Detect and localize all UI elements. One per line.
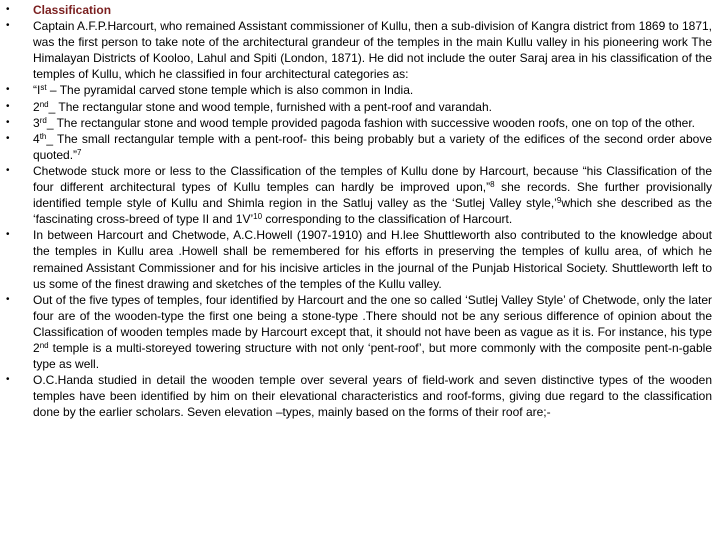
paragraph-text: 4 — [33, 131, 40, 146]
paragraph-text: Captain A.F.P.Harcourt, who remained Assistant commissioner of Kullu, then a sub-division of Kangra district from 1869 to 1871, was the first person to take note of the architectural grandeur of the temples in the main Kullu valley in his pioneering work The Himalayan Districts of Kooloo, Lahul and Spiti (London, 1871). He did not include the outer Saraj area in his classification of the temples of Kullu, which he classified in four architectural categories as: — [33, 19, 712, 82]
bullet-icon: • — [6, 132, 10, 144]
bullet-icon: • — [6, 374, 10, 386]
bullet-icon: • — [6, 229, 10, 241]
footnote-marker: 10 — [253, 212, 263, 222]
bullet-icon: • — [6, 116, 10, 128]
paragraph-text: 2 — [33, 99, 40, 114]
bullet-icon: • — [6, 84, 10, 96]
bullet-icon: • — [6, 4, 10, 15]
paragraph-text: _ The rectangular stone and wood temple provided pagoda fashion with successive wooden roofs, one on top of the other. — [46, 115, 696, 130]
paragraph-text: Chetwode stuck more or less to the Classification of the temples of Kullu done by Harcourt, because “his Classification of the four different architectural types of Kullu temples can hardly be improved upon,” — [33, 163, 712, 195]
list-item — [6, 292, 712, 372]
list-item — [6, 227, 712, 291]
paragraph-text: _ The rectangular stone and wood temple, furnished with a pent-roof and varandah. — [48, 99, 492, 114]
paragraph-text: – The pyramidal carved stone temple which is also common in India. — [46, 83, 414, 98]
list-item — [6, 18, 712, 82]
ordinal-superscript: st — [40, 83, 47, 93]
bullet-icon: • — [6, 20, 10, 32]
list-item-heading — [6, 2, 712, 18]
paragraph-text: 3 — [33, 115, 40, 130]
bullet-icon: • — [6, 164, 10, 176]
ordinal-superscript: nd — [39, 99, 49, 109]
paragraph-text: temple is a multi-storeyed towering structure with not only ‘pent-roof’, but more commonly with the composite pent-n-gable type as well. — [33, 340, 712, 372]
list-item — [6, 82, 712, 98]
footnote-marker: 9 — [556, 196, 562, 206]
bullet-icon: • — [6, 100, 10, 112]
list-item — [6, 163, 712, 227]
paragraph-text: In between Harcourt and Chetwode, A.C.Howell (1907-1910) and H.lee Shuttleworth also contributed to the knowledge about the temples in Kullu area .Howell shall be remembered for his efforts in preserving the temples of kullu area, of which he remained Assistant Commissioner and for his incisive articles in the journal of the Punjab Historical Society. Shuttleworth left to us some of the finest drawing and sketches of the temples of the Kullu valley. — [33, 228, 712, 291]
paragraph-text: Out of the five types of temples, four identified by Harcourt and the one so called ‘Sutlej Valley Style’ of Chetwode, only the later four are of the wooden-type the first one being a stone-type .There should not be any serious difference of opinion about the Classification of wooden temples made by Harcourt except that, it should not have been as vague as it is. For instance, his type 2 — [33, 292, 712, 355]
ordinal-superscript: nd — [39, 340, 49, 350]
paragraph-text: O.C.Handa studied in detail the wooden temple over several years of field-work and seven distinctive types of the wooden temples have been identified by him on their elevational characteristics and roof-forms, giving due regard to the classification done by the earlier scholars. Seven elevation –types, mainly based on the forms of their roof are;- — [33, 373, 712, 420]
list-item — [6, 131, 712, 163]
paragraph-text: _ The small rectangular temple with a pent-roof- this being probably but a variety of the edifices of the second order above quoted.” — [33, 131, 712, 162]
bullet-list — [6, 2, 712, 420]
list-item — [6, 115, 712, 131]
paragraph-text: which she described as the ‘fascinating cross-breed of type II and 1V’ — [33, 196, 713, 227]
list-item — [6, 99, 712, 115]
footnote-marker: 7 — [77, 147, 82, 157]
ordinal-superscript: rd — [39, 115, 47, 125]
paragraph-text: “I — [33, 83, 41, 98]
footnote-marker: 8 — [490, 180, 495, 190]
paragraph-text: corresponding to the classification of Harcourt. — [262, 212, 513, 227]
bullet-icon: • — [6, 293, 10, 305]
ordinal-superscript: th — [39, 131, 47, 141]
paragraph-text: she records. She further provisionally identified temple style of Kullu and Shimla region in the Satluj valley as the ‘Sutlej Valley style,’ — [33, 180, 712, 211]
section-heading: Classification — [33, 3, 112, 17]
list-item — [6, 372, 712, 420]
